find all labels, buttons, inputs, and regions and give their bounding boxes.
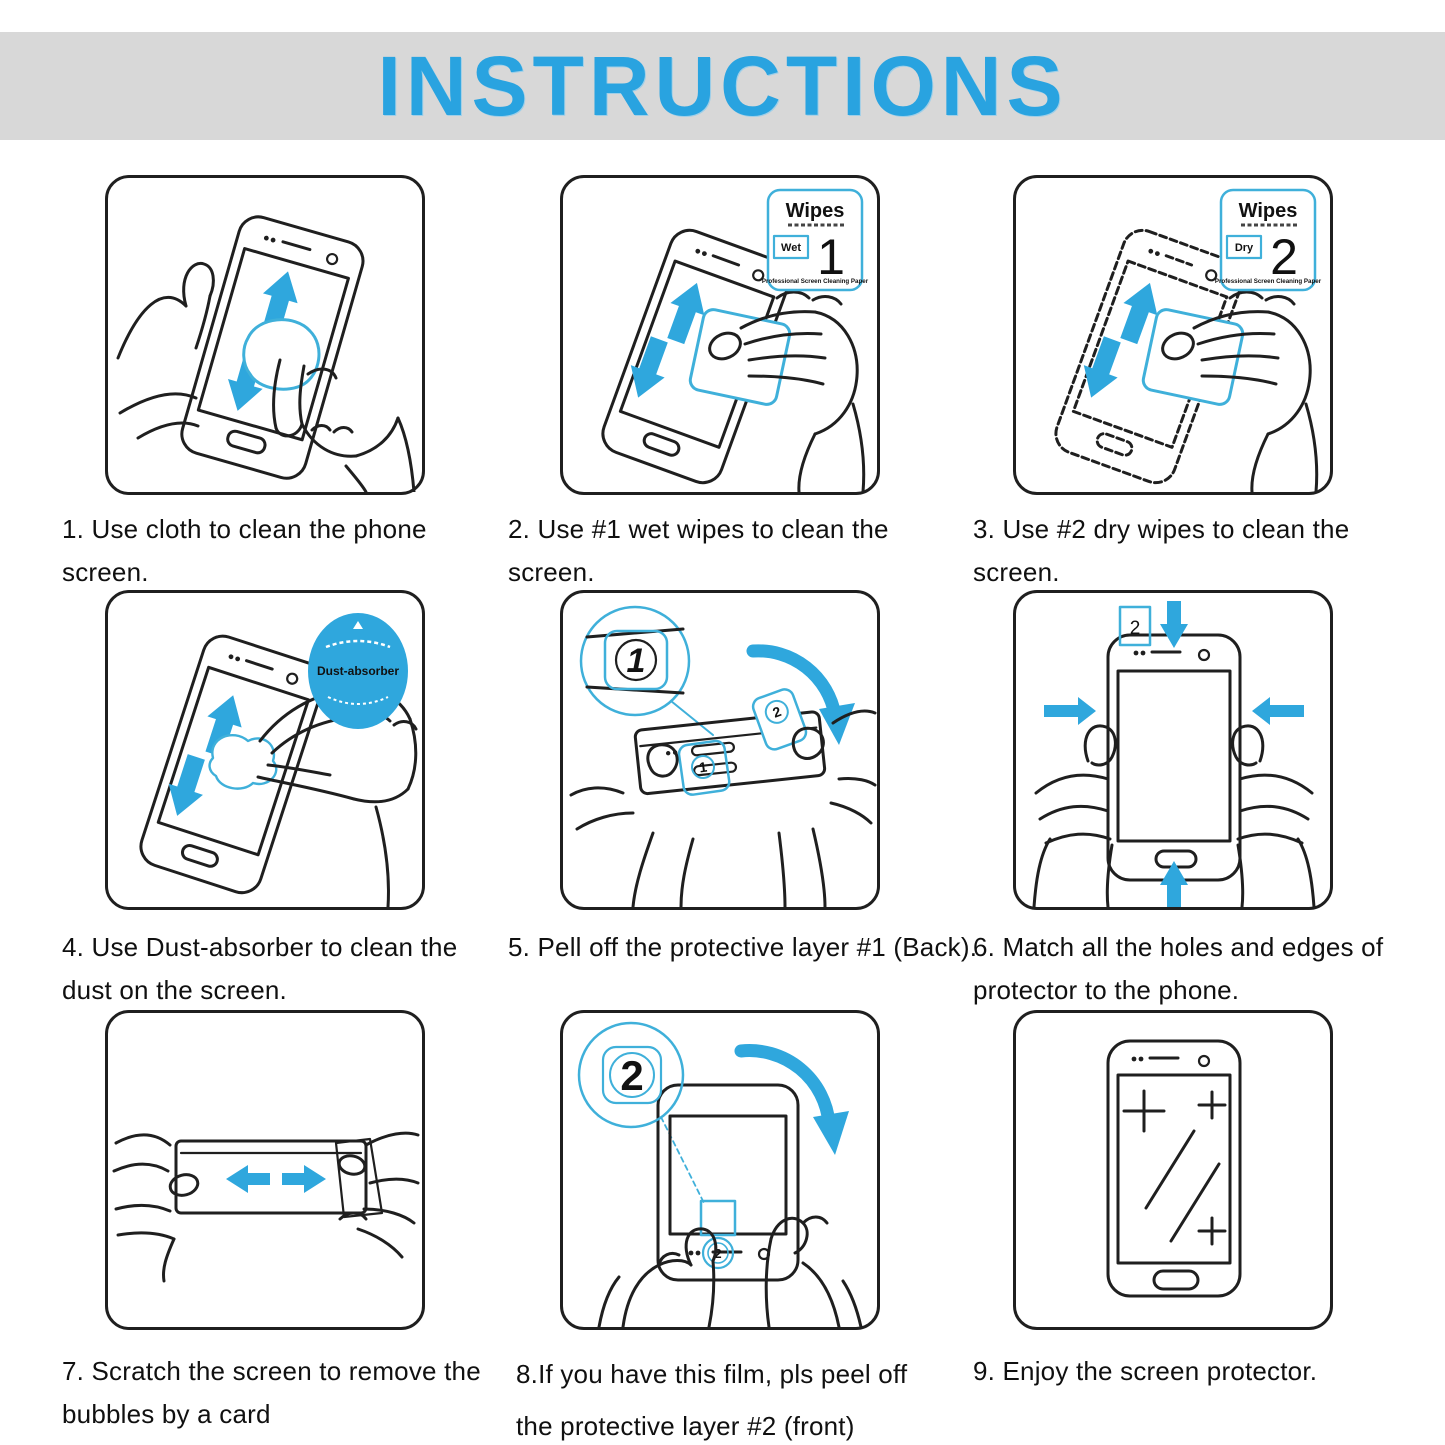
right-hand	[1233, 726, 1314, 907]
wipes-footer: Professional Screen Cleaning Paper	[1214, 278, 1322, 285]
right-arrow-icon	[282, 1165, 326, 1193]
step-4-drawing	[108, 593, 422, 907]
right-hand	[779, 711, 875, 907]
wet-number: 1	[817, 229, 845, 285]
wipes-footer: Professional Screen Cleaning Paper	[761, 278, 869, 285]
phone	[1108, 1041, 1240, 1296]
left-hand	[114, 1135, 200, 1281]
left-hand	[571, 745, 693, 907]
step-6-illustration	[1013, 590, 1333, 910]
wipes-title: Wipes	[1238, 200, 1298, 222]
step-1-caption: 1. Use cloth to clean the phone screen.	[62, 514, 427, 587]
step-3-illustration	[1013, 175, 1333, 495]
left-arrow-icon	[1252, 697, 1304, 725]
right-arrow-icon	[1044, 697, 1096, 725]
step-9-caption: 9. Enjoy the screen protector.	[973, 1356, 1318, 1386]
step-7-drawing	[108, 1013, 422, 1327]
step-3-drawing	[1016, 178, 1330, 492]
step-7-caption: 7. Scratch the screen to remove the bubbles by a card	[62, 1356, 481, 1429]
svg-text:1: 1	[626, 642, 646, 680]
dust-absorber-label: Dust-absorber	[316, 664, 400, 678]
wipes-title: Wipes	[785, 200, 845, 222]
tab-2	[751, 687, 809, 752]
svg-text:2: 2	[1129, 618, 1141, 639]
step-6-drawing	[1016, 593, 1330, 907]
right-hand	[337, 1133, 418, 1257]
left-arrow-icon	[226, 1165, 270, 1193]
tab-1	[678, 740, 731, 796]
step-6-caption: 6. Match all the holes and edges of protector to the phone.	[973, 932, 1384, 1005]
step-3-caption: 3. Use #2 dry wipes to clean the screen.	[973, 514, 1350, 587]
dry-label: Dry	[1234, 242, 1254, 254]
magnifier	[581, 607, 689, 715]
dust-absorber-gel	[210, 735, 277, 788]
step-1-illustration	[105, 175, 425, 495]
left-hand	[1034, 726, 1115, 907]
step-5-caption: 5. Pell off the protective layer #1 (Back).	[508, 932, 978, 962]
step-9-drawing	[1016, 1013, 1330, 1327]
dust-absorber-sticker	[308, 613, 408, 729]
step-5-drawing	[563, 593, 877, 907]
svg-text:2: 2	[770, 703, 784, 721]
down-arrow-icon	[1074, 333, 1129, 404]
step-2-drawing	[563, 178, 877, 492]
magnifier	[579, 1023, 683, 1127]
tab-2-badge	[703, 1238, 733, 1268]
step-5-illustration	[560, 590, 880, 910]
step-9-illustration	[1013, 1010, 1333, 1330]
wipes-card-dry	[1215, 190, 1322, 290]
page-title: INSTRUCTIONS	[377, 38, 1068, 133]
phone	[1108, 635, 1240, 880]
step-1-drawing	[108, 178, 422, 492]
svg-text:1: 1	[698, 758, 708, 776]
step-8-caption: 8.If you have this film, pls peel off the protective layer #2 (front)	[516, 1359, 908, 1441]
down-arrow-icon	[1160, 601, 1188, 648]
svg-text:2: 2	[620, 1052, 644, 1099]
cloth	[244, 320, 319, 390]
wet-label: Wet	[781, 242, 801, 254]
sparkle-icons	[1124, 1091, 1225, 1244]
step-8-illustration	[560, 1010, 880, 1330]
down-arrow-icon	[621, 333, 676, 404]
step-7-illustration	[105, 1010, 425, 1330]
step-2-illustration	[560, 175, 880, 495]
dry-number: 2	[1270, 229, 1298, 285]
left-hand	[118, 263, 213, 438]
step-8-drawing	[563, 1013, 877, 1327]
step-2-caption: 2. Use #1 wet wipes to clean the screen.	[508, 514, 889, 587]
step-4-illustration	[105, 590, 425, 910]
card	[336, 1139, 382, 1217]
header-banner	[0, 32, 1445, 140]
step-4-caption: 4. Use Dust-absorber to clean the dust on the screen.	[62, 932, 458, 1005]
wipes-card-wet	[762, 190, 869, 290]
svg-text:2: 2	[714, 1246, 722, 1261]
